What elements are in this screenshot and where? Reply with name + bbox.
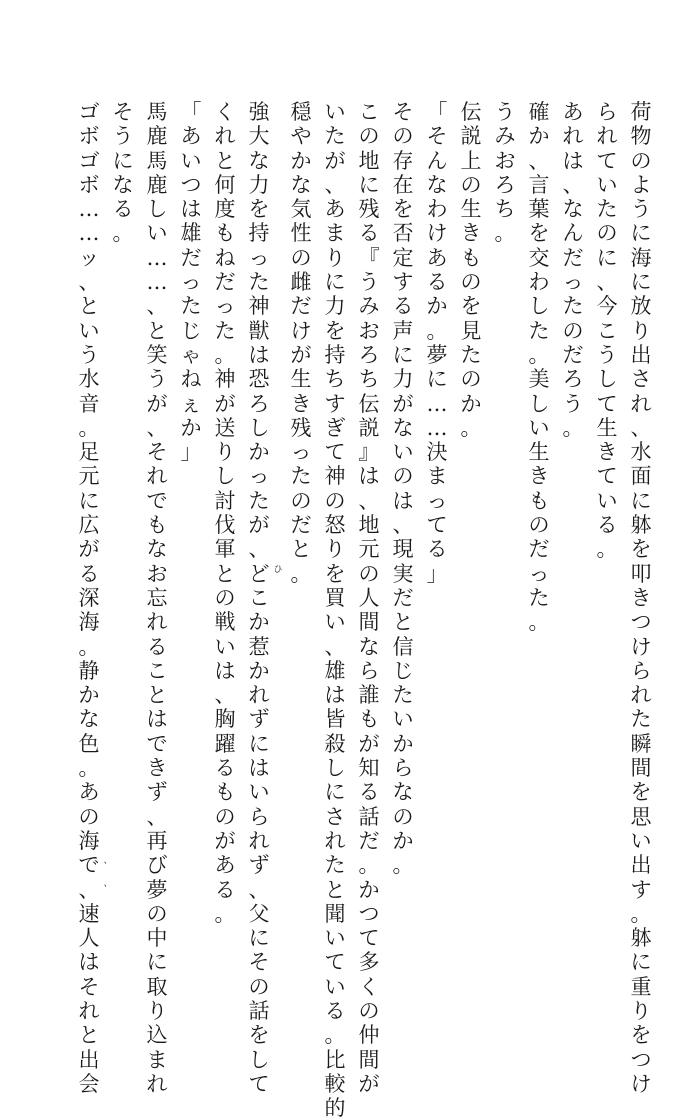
text-line: ら れ て い た の に 、 今 こ う し て 生 き て い る 。 — [596, 100, 618, 562]
text-line: 穏 や か な 気 性 の 雌 だ け が 生 き 残 っ た の だ と 。 — [290, 100, 312, 586]
text-column — [111, 100, 135, 246]
text-column — [289, 100, 313, 586]
text-line: 「 そ ん な わ け あ る か 。 夢 に … … 決 ま っ て る 」 — [426, 100, 448, 586]
text-column — [595, 100, 619, 562]
text-column — [145, 100, 169, 1096]
text-line: あ れ は 、 な ん だ っ た の だ ろ う 。 — [562, 100, 584, 440]
text-line: こ の 地 に 残 る 『 う み お ろ ち 伝 説 』 は 、 地 元 の 人 間 な ら 誰 も が 知 る 話 だ 。 か つ て 多 く の 仲 間 が — [358, 100, 380, 1096]
text-line: そ う に な る 。 — [112, 100, 134, 246]
text-column — [77, 100, 101, 1096]
text-column — [561, 100, 585, 440]
text-column — [247, 100, 271, 1096]
emphasis-mark: 、 — [103, 856, 113, 866]
text-column — [493, 100, 517, 246]
text-column — [213, 100, 237, 926]
text-column — [425, 100, 449, 586]
text-line: そ の 存 在 を 否 定 す る 声 に 力 が な い の は 、 現 実 だ と 信 じ た い か ら な の か 。 — [392, 100, 414, 878]
text-line: 強 大 な 力 を 持 っ た 神 獣 は 恐 ろ し か っ た が 、 ど こ か 惹 か れ ず に は い ら れ ず 、 父 に そ の 話 を し て — [248, 100, 270, 1096]
text-line: い た が 、 あ ま り に 力 を 持 ち す ぎ て 神 の 怒 り を 買 い 、 雄 は 皆 殺 し に さ れ た と 聞 い て い る 。 比 較 的 — [324, 100, 346, 1120]
text-column — [629, 100, 653, 1096]
furigana: ひ — [273, 565, 283, 575]
text-column — [323, 100, 347, 1120]
text-column — [459, 100, 483, 440]
text-column — [527, 100, 551, 635]
text-line: 伝 説 上 の 生 き も の を 見 た の か 。 — [460, 100, 482, 440]
text-line: 馬 鹿 馬 鹿 し い … … 、 と 笑 う が 、 そ れ で も な お 忘 れ る こ と は で き ず 、 再 び 夢 の 中 に 取 り 込 ま れ — [146, 100, 168, 1096]
text-line: う み お ろ ち 。 — [494, 100, 516, 246]
emphasis-mark: 、 — [103, 879, 113, 889]
text-line: く れ と 何 度 も ね だ っ た 。 神 が 送 り し 討 伐 軍 と の 戦 い は 、 胸 躍 る も の が あ る 。 — [214, 100, 236, 926]
text-line: 荷 物 の よ う に 海 に 放 り 出 さ れ 、 水 面 に 躰 を 叩 き つ け ら れ た 瞬 間 を 思 い 出 す 。 躰 に 重 り を つ け — [630, 100, 652, 1096]
text-column — [179, 100, 203, 464]
text-line: 「 あ い つ は 雄 だ っ た じ ゃ ね ぇ か 」 — [180, 100, 202, 465]
text-line: ゴ ボ ゴ ボ … … ッ 、 と い う 水 音 。 足 元 に 広 が る 深 海 。 静 か な 色 。 あ の 海 で 、 速 人 は そ れ と 出 会 — [78, 100, 100, 1096]
text-column — [357, 100, 381, 1096]
text-line: 確 か 、 言 葉 を 交 わ し た 。 美 し い 生 き も の だ っ た 。 — [528, 100, 550, 635]
text-column — [391, 100, 415, 878]
